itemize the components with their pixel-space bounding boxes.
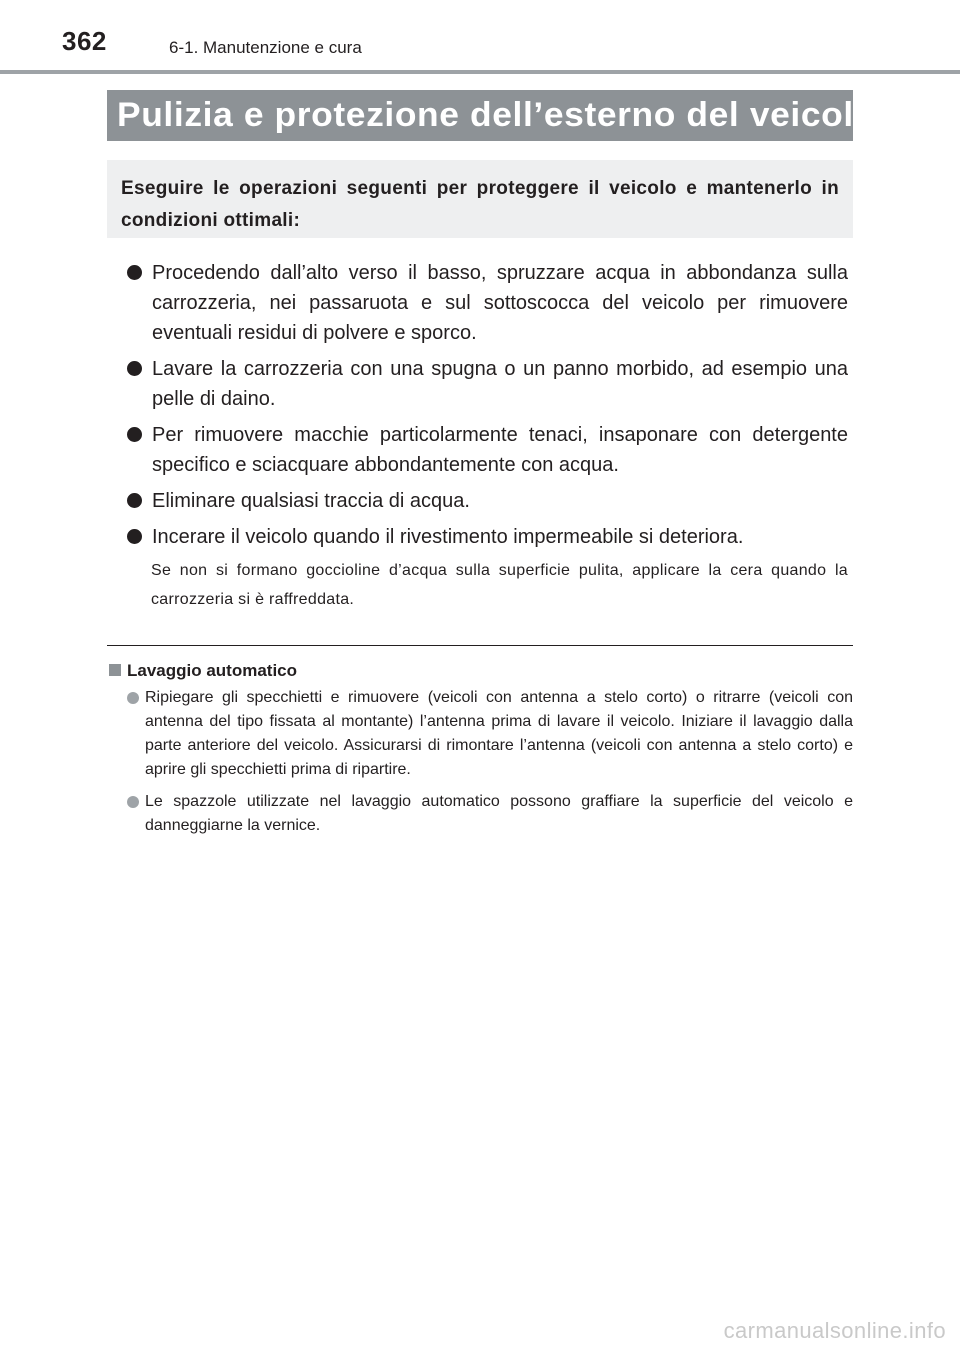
list-item [125, 420, 848, 480]
section-divider [107, 645, 853, 646]
list-item [125, 486, 848, 516]
bullet-icon [127, 427, 142, 442]
list-item [125, 354, 848, 414]
cleaning-steps-list [125, 258, 848, 558]
wax-note: Se non si formano goccioline d’acqua sulla superficie pulita, applicare la cera quando la carrozzeria si è raffreddata. [151, 562, 848, 608]
list-item-text: Incerare il veicolo quando il rivestimento impermeabile si deteriora. [152, 526, 744, 548]
page-number: 362 [62, 26, 107, 56]
header-divider [0, 70, 960, 74]
breadcrumb: 6-1. Manutenzione e cura [169, 38, 362, 57]
bullet-icon [127, 493, 142, 508]
list-item-text: Ripiegare gli specchietti e rimuovere (veicoli con antenna a stelo corto) o ritrarre (veicoli con antenna del tipo fissata al montante) l’antenna prima di lavare il veicolo. Iniziare il lavaggio dalla parte anteriore del veicolo. Assicurarsi di rimontare l’antenna (veicoli con antenna a stelo corto) e aprire gli specchietti prima di ripartire. [145, 689, 853, 778]
section-title-bar [107, 90, 877, 141]
list-item [125, 522, 848, 552]
page-title: Pulizia e protezione dell’esterno del veicolo [117, 96, 877, 134]
list-item-text: Eliminare qualsiasi traccia di acqua. [152, 490, 470, 512]
list-item-text: Procedendo dall’alto verso il basso, spruzzare acqua in abbondanza sulla carrozzeria, nei passaruota e sul sottoscocca del veicolo per rimuovere eventuali residui di polvere e sporco. [152, 262, 848, 344]
bullet-icon [127, 796, 139, 808]
car-wash-heading-text: Lavaggio automatico [127, 661, 298, 680]
car-wash-list [127, 686, 853, 846]
square-bullet-icon [109, 664, 121, 676]
car-wash-heading [109, 660, 297, 682]
list-item [125, 258, 848, 348]
intro-box [107, 160, 853, 238]
watermark: carmanualsonline.info [723, 1318, 946, 1343]
intro-text: Eseguire le operazioni seguenti per proteggere il veicolo e mantenerlo in condizioni ottimali: [121, 178, 839, 231]
bullet-icon [127, 529, 142, 544]
list-item-text: Le spazzole utilizzate nel lavaggio automatico possono graffiare la superficie del veicolo e danneggiarne la vernice. [145, 793, 853, 834]
list-item-text: Lavare la carrozzeria con una spugna o un panno morbido, ad esempio una pelle di daino. [152, 358, 848, 410]
page-header [0, 0, 960, 76]
list-item-text: Per rimuovere macchie particolarmente tenaci, insaponare con detergente specifico e sciacquare abbondantemente con acqua. [152, 424, 848, 476]
list-item [127, 790, 853, 838]
bullet-icon [127, 265, 142, 280]
bullet-icon [127, 361, 142, 376]
bullet-icon [127, 692, 139, 704]
list-item [127, 686, 853, 782]
